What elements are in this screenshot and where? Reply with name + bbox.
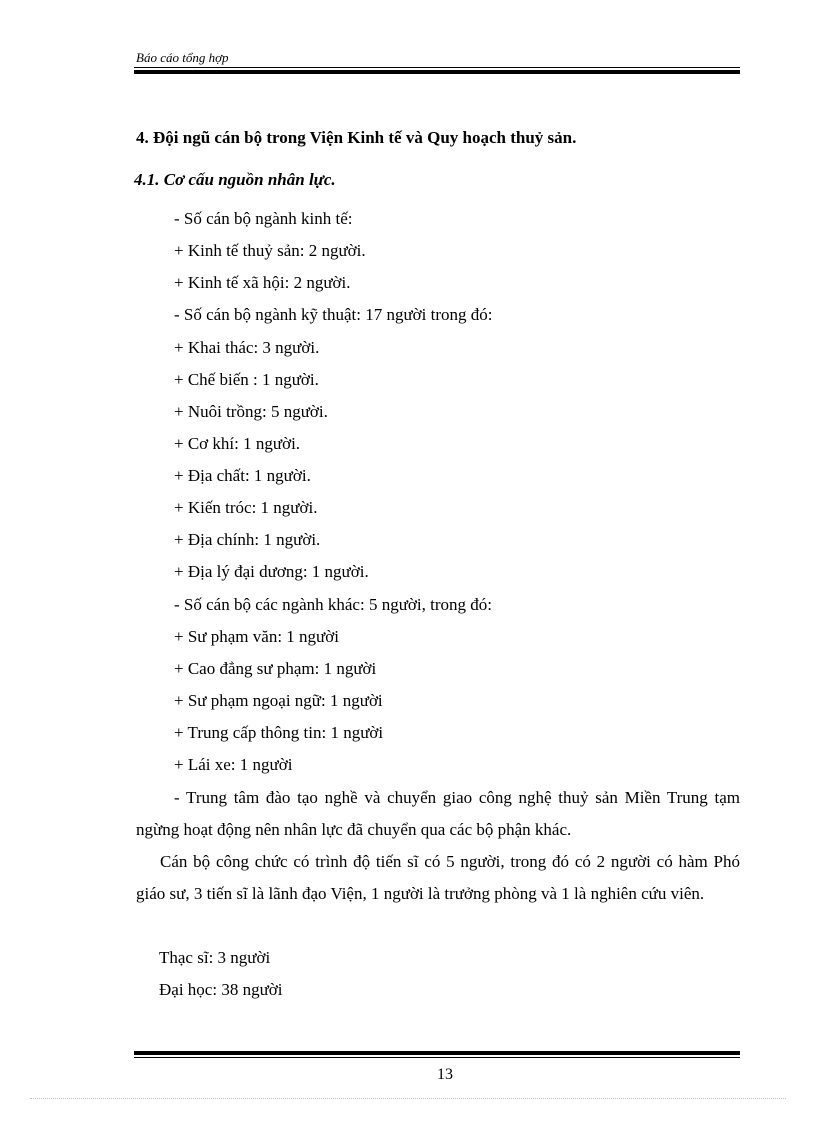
page-number: 13 bbox=[437, 1066, 453, 1083]
list-item: + Khai thác: 3 người. bbox=[174, 338, 320, 357]
list-item: + Sư phạm ngoại ngữ: 1 người bbox=[174, 691, 383, 710]
list-item: + Nuôi trồng: 5 người. bbox=[174, 402, 328, 421]
header-title: Báo cáo tổng hợp bbox=[136, 50, 229, 65]
list-item: + Cơ khí: 1 người. bbox=[174, 434, 301, 453]
list-item: + Cao đẳng sư phạm: 1 người bbox=[174, 659, 377, 678]
header-rule-thick bbox=[134, 70, 740, 74]
list-item: + Kiến tróc: 1 người. bbox=[174, 498, 318, 517]
list-item: + Địa chính: 1 người. bbox=[174, 530, 321, 549]
page-bottom-divider bbox=[30, 1098, 786, 1099]
list-item: - Số cán bộ ngành kỹ thuật: 17 người trong đó: bbox=[174, 305, 493, 324]
list-item: + Lái xe: 1 người bbox=[174, 755, 293, 774]
list-item: + Kinh tế xã hội: 2 người. bbox=[174, 273, 351, 292]
paragraph-training-center: - Trung tâm đào tạo nghề và chuyển giao công nghệ thuỷ sản Miền Trung tạm ngừng hoạt động nên nhân lực đã chuyển qua các bộ phận khác. bbox=[136, 788, 740, 839]
header-rule-thin bbox=[134, 67, 740, 68]
bachelors-count: Đại học: 38 người bbox=[159, 980, 283, 999]
subsection-title: 4.1. Cơ cấu nguồn nhân lực. bbox=[134, 170, 336, 189]
footer-rule-thin bbox=[134, 1057, 740, 1058]
list-item: + Địa chất: 1 người. bbox=[174, 466, 311, 485]
paragraph-doctorate: Cán bộ công chức có trình độ tiến sĩ có 5 người, trong đó có 2 người có hàm Phó giáo sư, 3 tiến sĩ là lãnh đạo Viện, 1 người là trưởng phòng và 1 là nghiên cứu viên. bbox=[136, 852, 740, 903]
list-item: + Trung cấp thông tin: 1 người bbox=[174, 723, 384, 742]
section-title: 4. Đội ngũ cán bộ trong Viện Kinh tế và Quy hoạch thuỷ sản. bbox=[136, 128, 577, 147]
footer-rule-thick bbox=[134, 1051, 740, 1055]
list-item: - Số cán bộ các ngành khác: 5 người, trong đó: bbox=[174, 595, 492, 614]
list-item: - Số cán bộ ngành kinh tế: bbox=[174, 209, 353, 228]
list-item: + Chế biến : 1 người. bbox=[174, 370, 319, 389]
list-item: + Kinh tế thuỷ sản: 2 người. bbox=[174, 241, 366, 260]
masters-count: Thạc sĩ: 3 người bbox=[159, 948, 271, 967]
list-item: + Địa lý đại dương: 1 người. bbox=[174, 562, 369, 581]
list-item: + Sư phạm văn: 1 người bbox=[174, 627, 339, 646]
